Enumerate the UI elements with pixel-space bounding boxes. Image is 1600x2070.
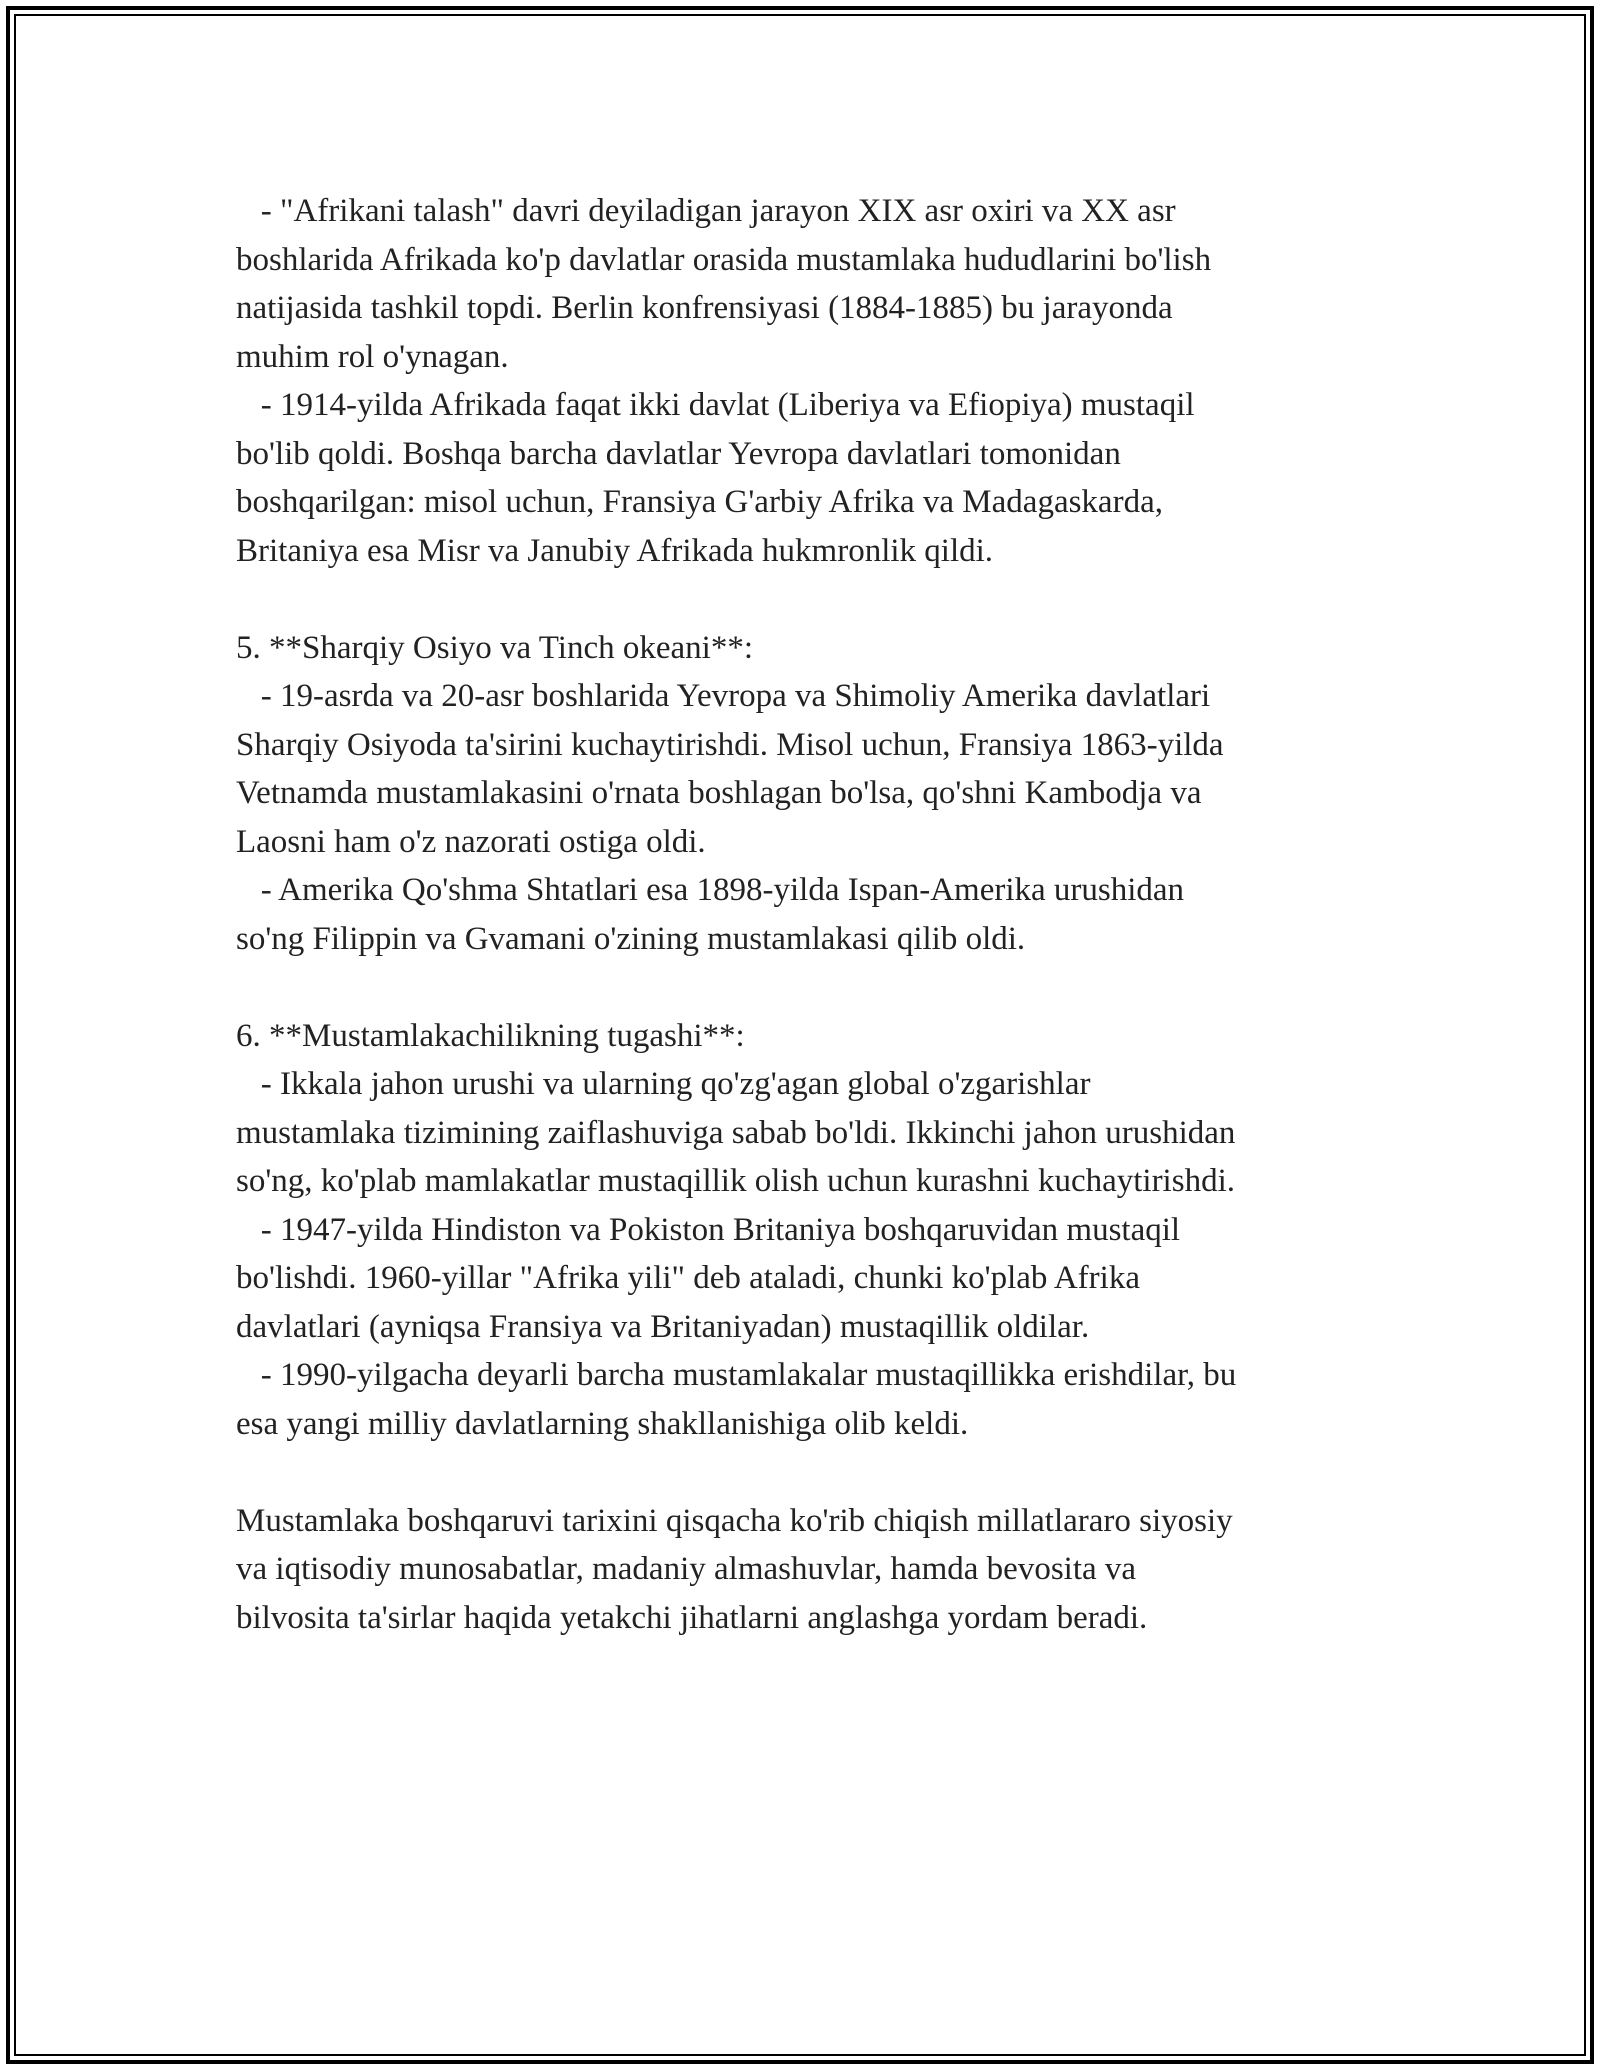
conclusion-line: bilvosita ta'sirlar haqida yetakchi jihatlarni anglashga yordam beradi.: [236, 1599, 1148, 1636]
text-line: Laosni ham o'z nazorati ostiga oldi.: [236, 823, 706, 860]
text-line: esa yangi milliy davlatlarning shakllanishiga olib keldi.: [236, 1405, 969, 1442]
text-line: Vetnamda mustamlakasini o'rnata boshlagan bo'lsa, qo'shni Kambodja va: [236, 775, 1202, 811]
conclusion-line: va iqtisodiy munosabatlar, madaniy almashuvlar, hamda bevosita va: [236, 1551, 1137, 1587]
text-line: Sharqiy Osiyoda ta'sirini kuchaytirishdi. Misol uchun, Fransiya 1863-yilda: [236, 726, 1224, 763]
text-line: - Ikkala jahon urushi va ularning qo'zg'agan global o'zgarishlar: [236, 1066, 1091, 1102]
text-line: davlatlari (ayniqsa Fransiya va Britaniyadan) mustaqillik oldilar.: [236, 1308, 1090, 1345]
text-line: boshqarilgan: misol uchun, Fransiya G'arbiy Afrika va Madagaskarda,: [236, 484, 1163, 520]
conclusion-line: Mustamlaka boshqaruvi tarixini qisqacha ko'rib chiqish millatlararo siyosiy: [236, 1502, 1233, 1539]
text-line: so'ng Filippin va Gvamani o'zining mustamlakasi qilib oldi.: [236, 920, 1026, 957]
text-line: - 1990-yilgacha deyarli barcha mustamlakalar mustaqillikka erishdilar, bu: [236, 1357, 1237, 1393]
section-heading: 6. **Mustamlakachilikning tugashi**:: [236, 1017, 745, 1054]
section-heading: 5. **Sharqiy Osiyo va Tinch okeani**:: [236, 629, 753, 666]
text-line: bo'lib qoldi. Boshqa barcha davlatlar Yevropa davlatlari tomonidan: [236, 435, 1121, 472]
paragraph-gap: [236, 575, 1366, 624]
document-body: [236, 187, 1366, 1642]
text-line: - 1947-yilda Hindiston va Pokiston Britaniya boshqaruvidan mustaqil: [236, 1211, 1181, 1248]
text-line: - 1914-yilda Afrikada faqat ikki davlat (Liberiya va Efiopiya) mustaqil: [236, 387, 1195, 423]
paragraph-gap: [236, 1448, 1366, 1497]
text-line: - "Afrikani talash" davri deyiladigan jarayon XIX asr oxiri va XX asr: [236, 193, 1176, 229]
text-line: so'ng, ko'plab mamlakatlar mustaqillik olish uchun kurashni kuchaytirishdi.: [236, 1163, 1235, 1199]
text-line: boshlarida Afrikada ko'p davlatlar orasida mustamlaka hududlarini bo'lish: [236, 241, 1212, 278]
text-line: mustamlaka tizimining zaiflashuviga sabab bo'ldi. Ikkinchi jahon urushidan: [236, 1114, 1236, 1151]
text-line: Britaniya esa Misr va Janubiy Afrikada hukmronlik qildi.: [236, 532, 994, 569]
text-line: muhim rol o'ynagan.: [236, 338, 509, 375]
text-line: - 19-asrda va 20-asr boshlarida Yevropa va Shimoliy Amerika davlatlari: [236, 678, 1211, 714]
text-line: natijasida tashkil topdi. Berlin konfrensiyasi (1884-1885) bu jarayonda: [236, 290, 1173, 326]
text-line: - Amerika Qo'shma Shtatlari esa 1898-yilda Ispan-Amerika urushidan: [236, 872, 1185, 908]
text-line: bo'lishdi. 1960-yillar "Afrika yili" deb ataladi, chunki ko'plab Afrika: [236, 1260, 1140, 1296]
paragraph-gap: [236, 963, 1366, 1012]
